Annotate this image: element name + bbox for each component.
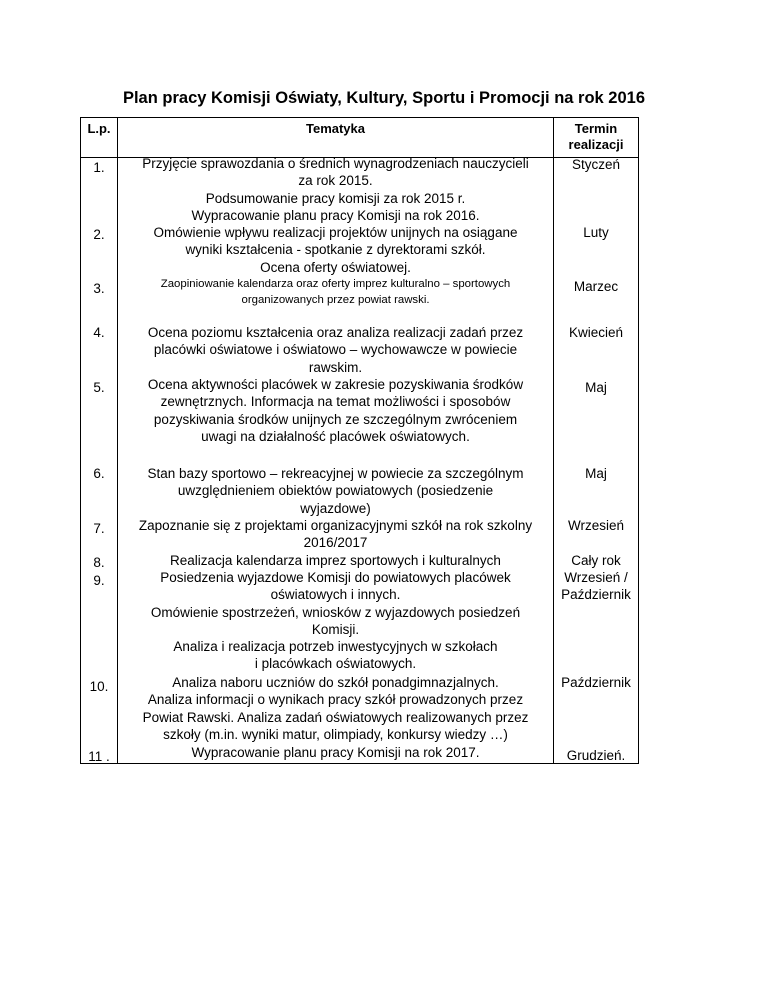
row-topic: Ocena poziomu kształcenia oraz analiza realizacji zadań przez placówki oświatowe i oświatowo – wychowawcze w powiecie rawskim. bbox=[147, 325, 524, 375]
row-number: 11 . bbox=[88, 749, 110, 764]
row-term: Wrzesień / Październik bbox=[561, 570, 631, 603]
row-topic: Omówienie wpływu realizacji projektów unijnych na osiągane wyniki kształcenia - spotkanie z dyrektorami szkół. Ocena oferty oświatowej. bbox=[153, 225, 518, 275]
row-number: 10. bbox=[89, 679, 109, 694]
page-title: Plan pracy Komisji Oświaty, Kultury, Sportu i Promocji na rok 2016 bbox=[122, 89, 646, 107]
row-number: 8. bbox=[93, 555, 105, 570]
header-lp: L.p. bbox=[87, 121, 111, 136]
row-topic: Stan bazy sportowo – rekreacyjnej w powiecie za szczególnym uwzględnieniem obiektów powiatowych (posiedzenie wyjazdowe) bbox=[147, 466, 524, 516]
row-term: Wrzesień bbox=[567, 518, 625, 533]
row-number: 1. bbox=[93, 160, 105, 175]
header-termin: Termin realizacji bbox=[568, 121, 624, 152]
row-number: 4. bbox=[93, 325, 105, 340]
header-tematyka: Tematyka bbox=[305, 121, 365, 136]
row-topic: Analiza naboru uczniów do szkół ponadgimnazjalnych. Analiza informacji o wynikach pracy szkół prowadzonych przez Powiat Rawski. Analiza zadań oświatowych realizowanych przez szkoły (m.in. wyniki matur, olimpiady, konkursy wiedzy …) bbox=[142, 675, 529, 742]
row-term: Luty bbox=[583, 225, 609, 240]
row-term: Grudzień. bbox=[566, 748, 626, 763]
row-number: 5. bbox=[93, 380, 105, 395]
row-number: 3. bbox=[93, 281, 105, 296]
row-topic: Posiedzenia wyjazdowe Komisji do powiatowych placówek oświatowych i innych. Omówienie spostrzeżeń, wniosków z wyjazdowych posiedzeń Komisji. Analiza i realizacja potrzeb inwestycyjnych w szkołach i placówkach oświatowych. bbox=[150, 570, 521, 672]
row-term: Cały rok bbox=[571, 553, 621, 568]
row-number: 2. bbox=[93, 227, 105, 242]
row-topic: Zaopiniowanie kalendarza oraz oferty imprez kulturalno – sportowych organizowanych przez powiat rawski. bbox=[160, 278, 511, 306]
row-term: Kwiecień bbox=[568, 325, 624, 340]
row-term: Styczeń bbox=[571, 157, 621, 172]
row-number: 6. bbox=[93, 466, 105, 481]
row-number: 9. bbox=[93, 573, 105, 588]
row-topic: Wypracowanie planu pracy Komisji na rok 2017. bbox=[191, 745, 480, 760]
row-topic: Ocena aktywności placówek w zakresie pozyskiwania środków zewnętrznych. Informacja na temat możliwości i sposobów pozyskiwania środków unijnych ze szczególnym zwróceniem uwagi na działalność placówek oświatowych. bbox=[147, 377, 524, 444]
plan-table bbox=[80, 117, 639, 764]
row-term: Maj bbox=[585, 380, 607, 395]
row-topic: Przyjęcie sprawozdania o średnich wynagrodzeniach nauczycieli za rok 2015. Podsumowanie pracy komisji za rok 2015 r. Wypracowanie planu pracy Komisji na rok 2016. bbox=[142, 156, 529, 223]
row-term: Maj bbox=[585, 466, 607, 481]
row-term: Październik bbox=[561, 675, 631, 690]
row-topic: Zapoznanie się z projektami organizacyjnymi szkół na rok szkolny 2016/2017 bbox=[138, 518, 533, 551]
row-term: Marzec bbox=[573, 279, 619, 294]
row-topic: Realizacja kalendarza imprez sportowych i kulturalnych bbox=[170, 553, 501, 568]
row-number: 7. bbox=[93, 521, 105, 536]
column-divider bbox=[553, 118, 554, 763]
